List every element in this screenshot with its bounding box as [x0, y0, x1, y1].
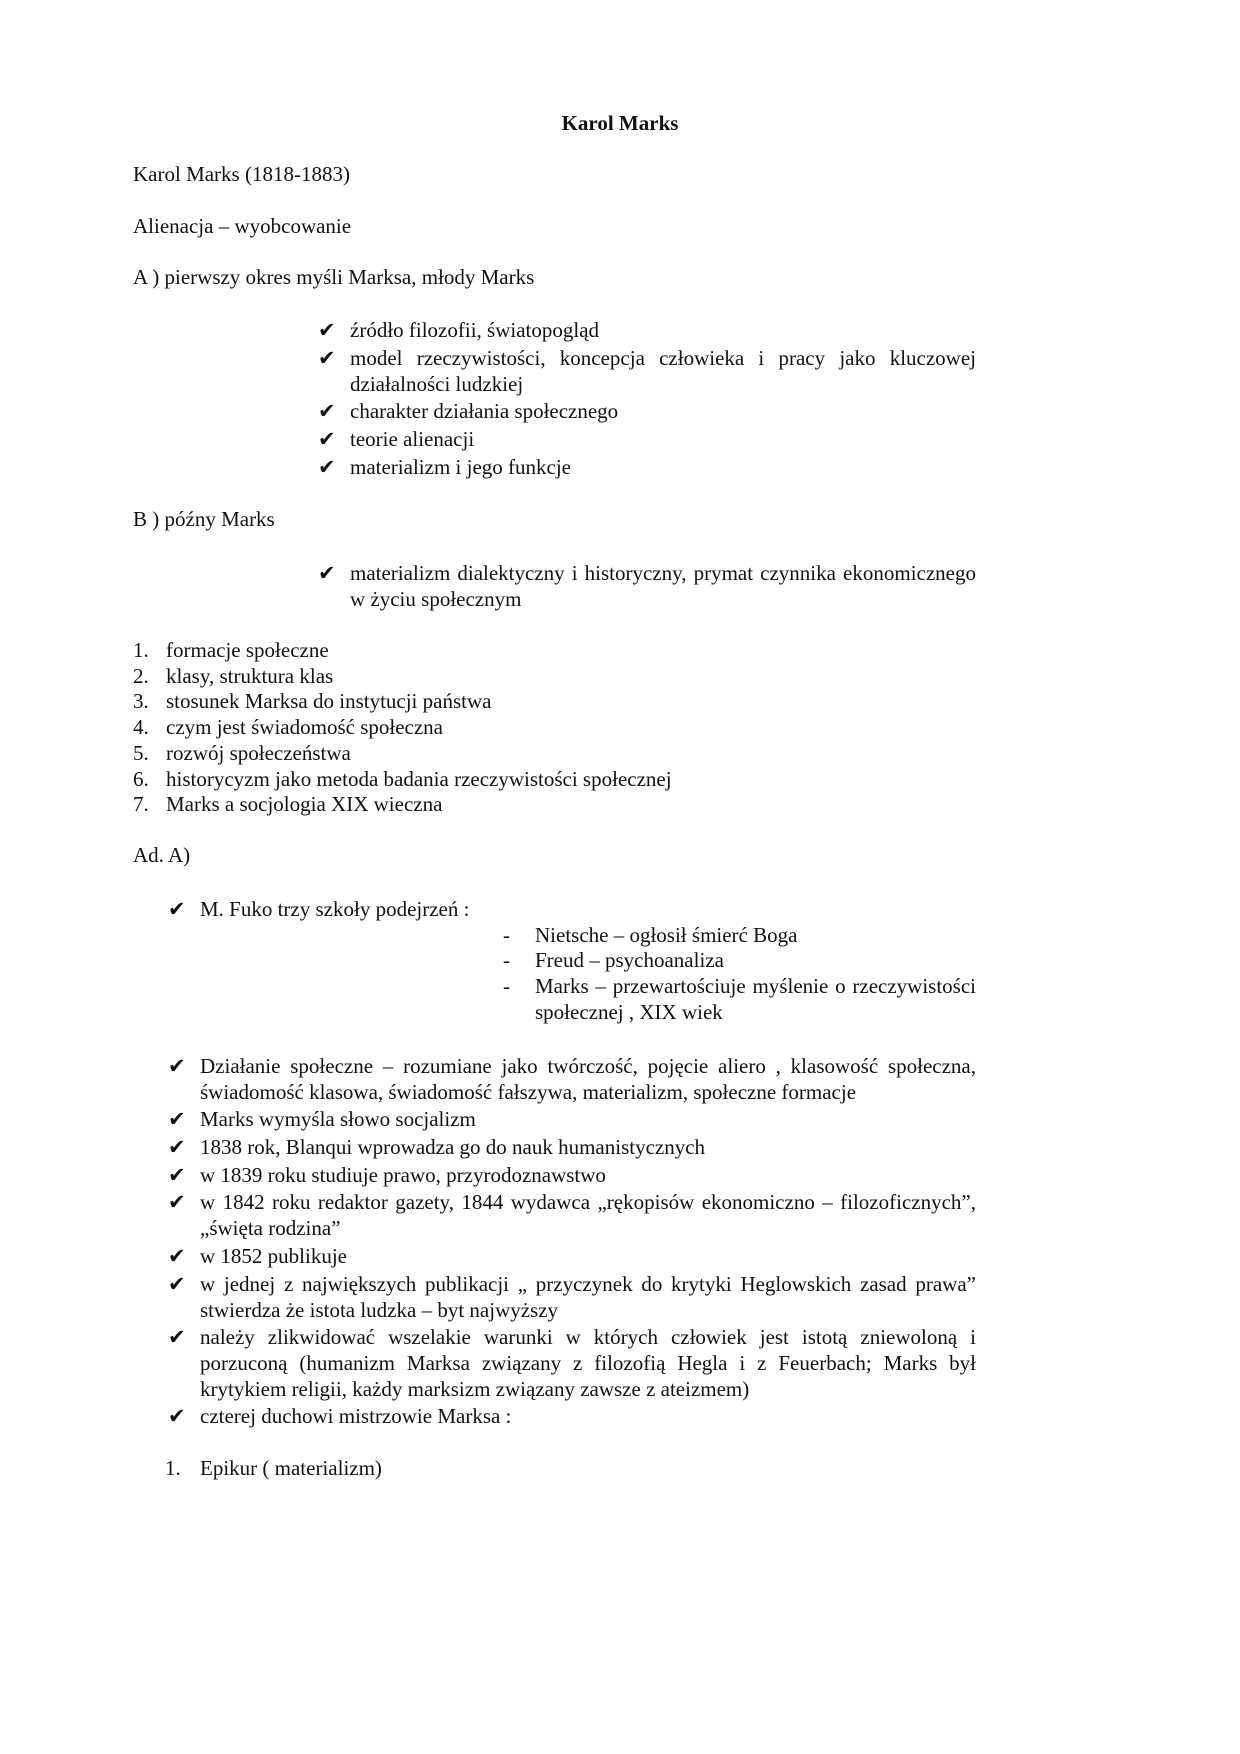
checklist-item: w jednej z największych publikacji „ przyczynek do krytyki Heglowskich zasad prawa” stwierdza że istota ludzka – byt najwyższy	[200, 1272, 976, 1322]
checklist-item: Działanie społeczne – rozumiane jako twórczość, pojęcie aliero , klasowość społeczna, świadomość klasowa, świadomość fałszywa, materializm, społeczne formacje	[200, 1054, 976, 1104]
checkmark-icon: ✔	[168, 897, 186, 921]
checkmark-icon: ✔	[168, 1325, 186, 1349]
section-heading-ad-a: Ad. A)	[133, 843, 191, 867]
checkmark-icon: ✔	[168, 1190, 186, 1214]
numbered-item: rozwój społeczeństwa	[166, 740, 351, 765]
list-number: 6.	[133, 766, 149, 791]
checklist-item: Marks wymyśla słowo socjalizm	[200, 1107, 476, 1131]
checklist-item: model rzeczywistości, koncepcja człowieka i pracy jako kluczowej działalności ludzkiej	[350, 346, 976, 396]
list-number: 7.	[133, 792, 149, 817]
dash-bullet: -	[503, 948, 510, 972]
numbered-item: Marks a socjologia XIX wieczna	[166, 792, 443, 817]
checkmark-icon: ✔	[318, 318, 336, 342]
checklist-item: charakter działania społecznego	[350, 399, 619, 423]
numbered-item: klasy, struktura klas	[166, 663, 334, 688]
checklist-item: w 1852 publikuje	[200, 1244, 347, 1268]
list-number: 4.	[133, 715, 149, 740]
checkmark-icon: ✔	[168, 1135, 186, 1159]
list-number: 1.	[133, 638, 149, 662]
checklist-item: M. Fuko trzy szkoły podejrzeń :	[200, 897, 470, 921]
numbered-item: stosunek Marksa do instytucji państwa	[166, 689, 492, 714]
paragraph: Alienacja – wyobcowanie	[133, 214, 352, 238]
checkmark-icon: ✔	[318, 399, 336, 423]
numbered-item: Epikur ( materializm)	[200, 1456, 382, 1480]
dash-item: Nietsche – ogłosił śmierć Boga	[535, 923, 798, 947]
checkmark-icon: ✔	[168, 1054, 186, 1078]
checkmark-icon: ✔	[318, 346, 336, 370]
paragraph: Karol Marks (1818-1883)	[133, 162, 350, 186]
checklist-item: w 1839 roku studiuje prawo, przyrodoznawstwo	[200, 1163, 606, 1187]
checkmark-icon: ✔	[168, 1272, 186, 1296]
checkmark-icon: ✔	[318, 427, 336, 451]
checkmark-icon: ✔	[168, 1244, 186, 1268]
dash-bullet: -	[503, 974, 510, 998]
list-number: 5.	[133, 740, 149, 765]
checklist-item: teorie alienacji	[350, 427, 475, 451]
checkmark-icon: ✔	[318, 561, 336, 585]
dash-item: Freud – psychoanaliza	[535, 948, 724, 972]
checkmark-icon: ✔	[168, 1107, 186, 1131]
dash-bullet: -	[503, 923, 510, 947]
list-number: 3.	[133, 689, 149, 714]
section-heading-a: A ) pierwszy okres myśli Marksa, młody Marks	[133, 265, 535, 289]
checklist-item: 1838 rok, Blanqui wprowadza go do nauk humanistycznych	[200, 1135, 706, 1159]
checklist-item: materializm i jego funkcje	[350, 455, 571, 479]
numbered-item: historycyzm jako metoda badania rzeczywistości społecznej	[166, 766, 672, 791]
checklist-item: źródło filozofii, światopogląd	[350, 318, 600, 342]
numbered-item: czym jest świadomość społeczna	[166, 715, 443, 740]
checkmark-icon: ✔	[318, 455, 336, 479]
checkmark-icon: ✔	[168, 1404, 186, 1428]
checklist-item: należy zlikwidować wszelakie warunki w których człowiek jest istotą zniewoloną i porzuconą (humanizm Marksa związany z filozofią Hegla i z Feuerbach; Marks był krytykiem religii, każdy marksizm związany zawsze z ateizmem)	[200, 1325, 976, 1401]
dash-item: Marks – przewartościuje myślenie o rzeczywistości społecznej , XIX wiek	[535, 974, 976, 1024]
section-heading-b: B ) późny Marks	[133, 507, 275, 531]
checkmark-icon: ✔	[168, 1163, 186, 1187]
checklist-item: czterej duchowi mistrzowie Marksa :	[200, 1404, 512, 1428]
checklist-item: materializm dialektyczny i historyczny, prymat czynnika ekonomicznego w życiu społecznym	[350, 561, 976, 611]
list-number: 1.	[165, 1456, 181, 1480]
checklist-item: w 1842 roku redaktor gazety, 1844 wydawca „rękopisów ekonomiczno – filozoficznych”, „święta rodzina”	[200, 1190, 976, 1240]
list-number: 2.	[133, 663, 149, 688]
numbered-item: formacje społeczne	[166, 638, 329, 662]
document-title: Karol Marks	[561, 111, 679, 135]
